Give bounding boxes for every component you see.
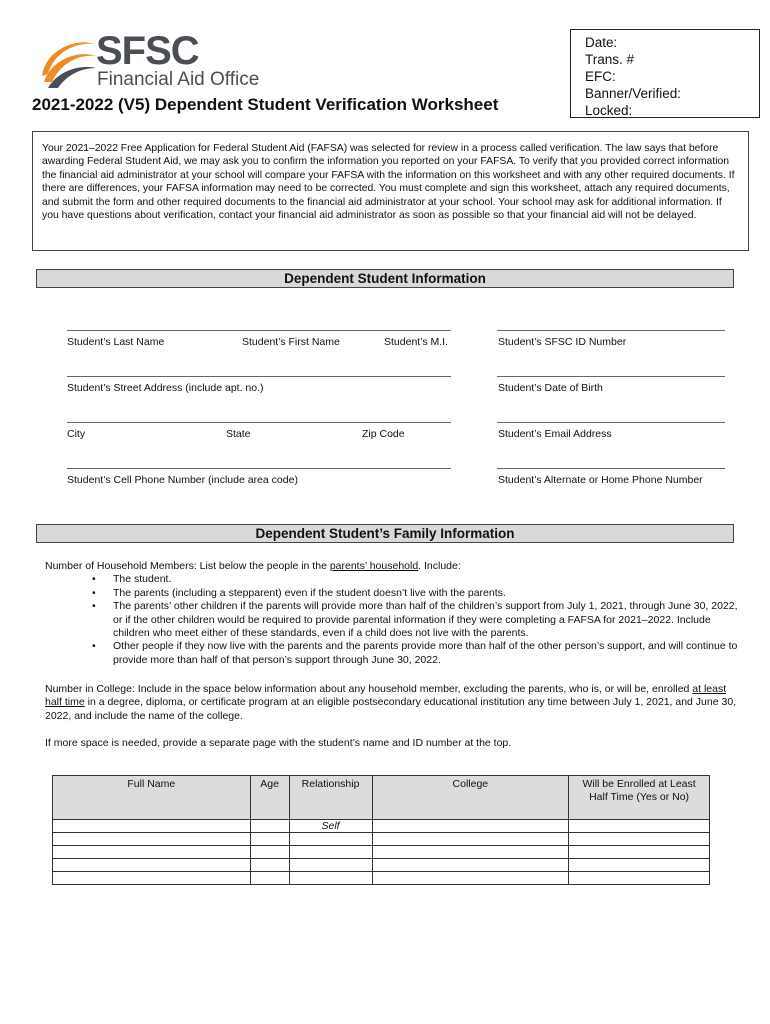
parents-household-text: parents’ household: [329, 560, 419, 572]
email-field-line[interactable]: [497, 422, 725, 423]
table-cell[interactable]: [289, 833, 372, 846]
efc-label: EFC:: [585, 69, 616, 84]
col-full-name: Full Name: [53, 776, 251, 820]
alt-phone-label: Student’s Alternate or Home Phone Number: [498, 474, 703, 486]
table-cell[interactable]: [372, 859, 569, 872]
table-header-row: [53, 776, 710, 820]
office-use-box: [570, 29, 760, 118]
intro-text: Your 2021–2022 Free Application for Federal Student Aid (FAFSA) was selected for review in a process called verification. The law says that before awarding Federal Student Aid, we may ask you to confirm the information you reported on your FAFSA. To verify that you provided correct information the financial aid administrator at your school will compare your FAFSA with the information on this worksheet and with any other required documents. If there are differences, your FAFSA information may need to be corrected. You must complete and sign this worksheet, attach any required documents, and submit the form and other required documents to the financial aid administrator at your school. Your school may ask for additional information. If you have questions about verification, contact your financial aid administrator as soon as possible so that your financial aid will not be delayed.: [32, 131, 749, 251]
table-cell[interactable]: [53, 859, 251, 872]
bullet-item: • The parents (including a stepparent) even if the student doesn’t live with the parents.: [113, 587, 745, 600]
trans-label: Trans. #: [585, 52, 635, 67]
table-cell[interactable]: [289, 872, 372, 885]
table-cell[interactable]: [289, 846, 372, 859]
table-cell[interactable]: [372, 872, 569, 885]
table-cell[interactable]: [289, 859, 372, 872]
col-relationship: Relationship: [289, 776, 372, 820]
household-college-table: [52, 775, 710, 885]
city-state-zip-field-line[interactable]: [67, 422, 451, 423]
table-cell[interactable]: [569, 820, 710, 833]
table-cell[interactable]: [569, 846, 710, 859]
email-label: Student’s Email Address: [498, 428, 612, 440]
sfsc-id-label: Student’s SFSC ID Number: [498, 336, 627, 348]
bullet-item: • The parents’ other children if the parents will provide more than half of the children’s support from July 1, 2021, through June 30, 2022, or if the other children would be required to provide parental information if they were completing a FAFSA for 2021–2022. Include children who meet either of these standards, even if a child does not live with the parents.: [113, 600, 745, 640]
table-cell[interactable]: [250, 872, 289, 885]
table-cell[interactable]: [250, 820, 289, 833]
table-cell[interactable]: [372, 846, 569, 859]
half-time-text: at least half time: [45, 683, 727, 709]
name-field-line[interactable]: [67, 330, 451, 331]
table-row: [53, 820, 710, 833]
table-cell[interactable]: [372, 820, 569, 833]
household-instructions: [45, 560, 745, 667]
bullet-item: • The student.: [113, 573, 745, 586]
household-lead: Number of Household Members: List below the people in the parents’ household. Include:: [45, 560, 461, 572]
table-cell[interactable]: [53, 846, 251, 859]
address-label: Student’s Street Address (include apt. no.): [67, 382, 264, 394]
table-cell[interactable]: [53, 820, 251, 833]
table-cell[interactable]: [569, 872, 710, 885]
logo-name: SFSC: [96, 29, 199, 73]
cell-phone-field-line[interactable]: [67, 468, 451, 469]
zip-label: Zip Code: [362, 428, 405, 440]
more-space-note: If more space is needed, provide a separate page with the student’s name and ID number at the top.: [45, 737, 512, 749]
table-cell[interactable]: [250, 859, 289, 872]
table-cell[interactable]: [372, 833, 569, 846]
sfsc-id-field-line[interactable]: [497, 330, 725, 331]
locked-label: Locked:: [585, 103, 633, 118]
section-student-info: Dependent Student Information: [36, 269, 734, 288]
table-cell[interactable]: [53, 872, 251, 885]
table-cell[interactable]: [569, 859, 710, 872]
col-half-time: Will be Enrolled at Least Half Time (Yes or No): [569, 776, 710, 820]
col-college: College: [372, 776, 569, 820]
state-label: State: [226, 428, 251, 440]
dob-label: Student’s Date of Birth: [498, 382, 603, 394]
table-cell[interactable]: [569, 833, 710, 846]
page-title: 2021-2022 (V5) Dependent Student Verification Worksheet: [32, 95, 499, 114]
col-age: Age: [250, 776, 289, 820]
table-cell[interactable]: [53, 833, 251, 846]
alt-phone-field-line[interactable]: [497, 468, 725, 469]
section-family-info: Dependent Student’s Family Information: [36, 524, 734, 543]
logo-subtitle: Financial Aid Office: [97, 69, 260, 90]
table-row: [53, 859, 710, 872]
cell-phone-label: Student’s Cell Phone Number (include area code): [67, 474, 298, 486]
banner-label: Banner/Verified:: [585, 86, 682, 101]
date-label: Date:: [585, 35, 618, 50]
table-cell[interactable]: [250, 846, 289, 859]
city-label: City: [67, 428, 86, 440]
college-instructions: Number in College: Include in the space below information about any household member, excluding the parents, who is, or will be, enrolled at least half time in a degree, diploma, or certificate program at an eligible postsecondary educational institution any time between July 1, 2021, and June 30, 2022, and include the name of the college.: [45, 683, 737, 722]
first-name-label: Student’s First Name: [242, 336, 340, 348]
dob-field-line[interactable]: [497, 376, 725, 377]
mi-label: Student’s M.I.: [384, 336, 449, 348]
last-name-label: Student’s Last Name: [67, 336, 165, 348]
table-row: [53, 833, 710, 846]
table-row: [53, 872, 710, 885]
bullet-item: • Other people if they now live with the parents and the parents provide more than half of the other person’s support, and will continue to provide more than half of that person’s support through June 30, 2022.: [113, 640, 745, 667]
table-cell[interactable]: [250, 833, 289, 846]
address-field-line[interactable]: [67, 376, 451, 377]
table-row: [53, 846, 710, 859]
household-bullet-list: [45, 573, 745, 667]
table-cell: Self: [289, 820, 372, 833]
